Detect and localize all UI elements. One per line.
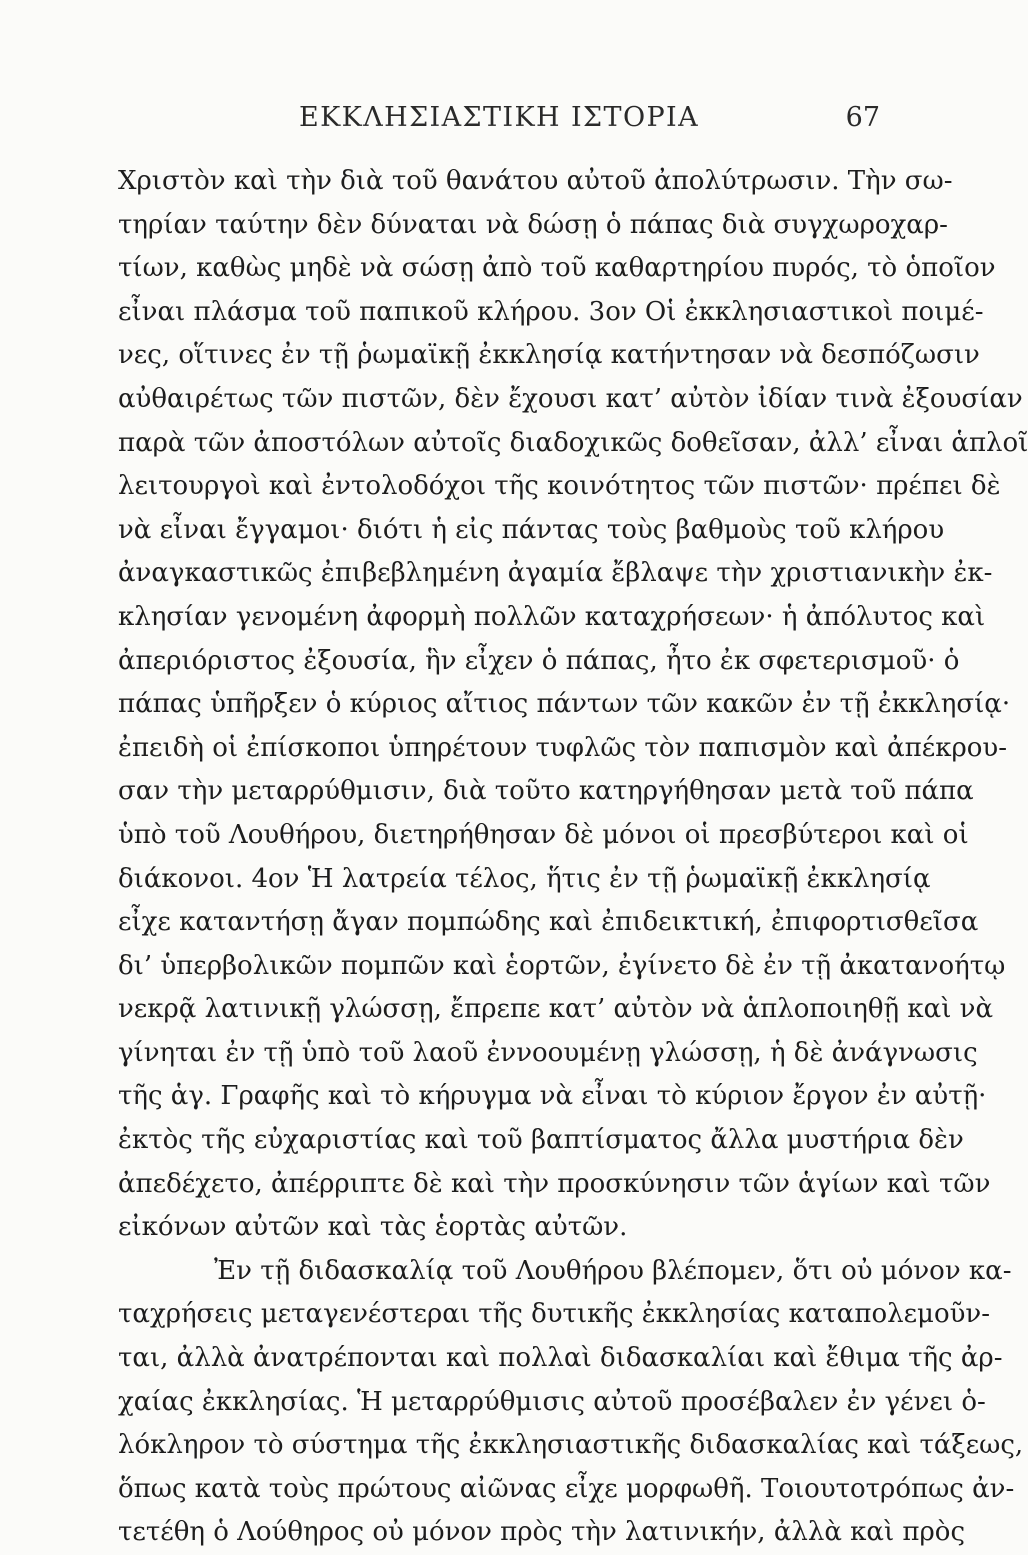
text-line: εἶχε καταντήσῃ ἄγαν πομπώδης καὶ ἐπιδεικτική, ἐπιφορτισθεῖσα bbox=[118, 907, 979, 938]
text-line: δι’ ὑπερβολικῶν πομπῶν καὶ ἑορτῶν, ἐγίνετο δὲ ἐν τῇ ἀκατανοήτῳ bbox=[118, 950, 1006, 981]
text-line: νες, οἵτινες ἐν τῇ ῥωμαϊκῇ ἐκκλησίᾳ κατήντησαν νὰ δεσπόζωσιν bbox=[118, 340, 980, 371]
text-line: ὑπὸ τοῦ Λουθήρου, διετηρήθησαν δὲ μόνοι οἱ πρεσβύτεροι καὶ οἱ bbox=[118, 819, 969, 850]
text-line: λειτουργοὶ καὶ ἐντολοδόχοι τῆς κοινότητος τῶν πιστῶν· πρέπει δὲ bbox=[118, 471, 1001, 502]
text-line: παρὰ τῶν ἀποστόλων αὐτοῖς διαδοχικῶς δοθεῖσαν, ἀλλ’ εἶναι ἁπλοῖ bbox=[118, 427, 1028, 458]
page-number: 67 bbox=[845, 102, 880, 133]
text-line: νὰ εἶναι ἔγγαμοι· διότι ἡ εἰς πάντας τοὺς βαθμοὺς τοῦ κλήρου bbox=[118, 514, 945, 545]
text-line: Ἐν τῇ διδασκαλίᾳ τοῦ Λουθήρου βλέπομεν, ὅτι οὐ μόνον κα- bbox=[214, 1255, 1012, 1286]
text-line: Χριστὸν καὶ τὴν διὰ τοῦ θανάτου αὐτοῦ ἀπολύτρωσιν. Τὴν σω- bbox=[118, 166, 953, 196]
text-line: ὅπως κατὰ τοὺς πρώτους αἰῶνας εἶχε μορφωθῆ. Τοιουτοτρόπως ἀν- bbox=[118, 1473, 1015, 1504]
text-line: διάκονοι. 4ον Ἡ λατρεία τέλος, ἥτις ἐν τῇ ῥωμαϊκῇ ἐκκλησίᾳ bbox=[118, 863, 931, 894]
body-text bbox=[118, 160, 1028, 1555]
text-line: αὐθαιρέτως τῶν πιστῶν, δὲν ἔχουσι κατ’ αὐτὸν ἰδίαν τινὰ ἐξουσίαν bbox=[118, 383, 1023, 414]
text-line: εἶναι πλάσμα τοῦ παπικοῦ κλήρου. 3ον Οἱ ἐκκλησιαστικοὶ ποιμέ- bbox=[118, 296, 984, 327]
text-line: νεκρᾷ λατινικῇ γλώσσῃ, ἔπρεπε κατ’ αὐτὸν νὰ ἁπλοποιηθῇ καὶ νὰ bbox=[118, 994, 994, 1025]
text-line: σαν τὴν μεταρρύθμισιν, διὰ τοῦτο κατηργήθησαν μετὰ τοῦ πάπα bbox=[118, 776, 974, 807]
text-line: ἀπεριόριστος ἐξουσία, ἣν εἶχεν ὁ πάπας, ἦτο ἐκ σφετερισμοῦ· ὁ bbox=[118, 645, 960, 676]
text-line: τῆς ἁγ. Γραφῆς καὶ τὸ κήρυγμα νὰ εἶναι τὸ κύριον ἔργον ἐν αὐτῇ· bbox=[118, 1081, 987, 1112]
text-line: ἐπειδὴ οἱ ἐπίσκοποι ὑπηρέτουν τυφλῶς τὸν παπισμὸν καὶ ἀπέκρου- bbox=[118, 732, 1008, 763]
text-line: ἀπεδέχετο, ἀπέρριπτε δὲ καὶ τὴν προσκύνησιν τῶν ἁγίων καὶ τῶν bbox=[118, 1168, 991, 1199]
text-line: εἰκόνων αὐτῶν καὶ τὰς ἑορτὰς αὐτῶν. bbox=[118, 1212, 628, 1243]
text-line: ται, ἀλλὰ ἀνατρέπονται καὶ πολλαὶ διδασκαλίαι καὶ ἔθιμα τῆς ἀρ- bbox=[118, 1343, 1003, 1374]
text-line: χαίας ἐκκλησίας. Ἡ μεταρρύθμισις αὐτοῦ προσέβαλεν ἐν γένει ὁ- bbox=[118, 1386, 986, 1417]
text-line: γίνηται ἐν τῇ ὑπὸ τοῦ λαοῦ ἐννοουμένῃ γλώσσῃ, ἡ δὲ ἀνάγνωσις bbox=[118, 1037, 978, 1068]
text-line: κλησίαν γενομένη ἀφορμὴ πολλῶν καταχρήσεων· ἡ ἀπόλυτος καὶ bbox=[118, 601, 986, 632]
running-head bbox=[118, 102, 880, 142]
text-line: ἀναγκαστικῶς ἐπιβεβλημένη ἀγαμία ἔβλαψε τὴν χριστιανικὴν ἐκ- bbox=[118, 558, 993, 589]
text-line: τετέθη ὁ Λούθηρος οὐ μόνον πρὸς τὴν λατινικήν, ἀλλὰ καὶ πρὸς bbox=[118, 1517, 966, 1548]
text-line: ταχρήσεις μεταγενέστεραι τῆς δυτικῆς ἐκκλησίας καταπολεμοῦν- bbox=[118, 1299, 990, 1330]
text-line: ἐκτὸς τῆς εὐχαριστίας καὶ τοῦ βαπτίσματος ἄλλα μυστήρια δὲν bbox=[118, 1125, 964, 1156]
running-title: ΕΚΚΛΗΣΙΑΣΤΙΚΗ ΙΣΤΟΡΙΑ bbox=[298, 102, 700, 133]
text-line: λόκληρον τὸ σύστημα τῆς ἐκκλησιαστικῆς διδασκαλίας καὶ τάξεως, bbox=[118, 1430, 1024, 1461]
text-line: τίων, καθὼς μηδὲ νὰ σώσῃ ἀπὸ τοῦ καθαρτηρίου πυρός, τὸ ὁποῖον bbox=[118, 253, 996, 284]
text-line: τηρίαν ταύτην δὲν δύναται νὰ δώσῃ ὁ πάπας διὰ συγχωροχαρ- bbox=[118, 209, 948, 240]
text-line: πάπας ὑπῆρξεν ὁ κύριος αἴτιος πάντων τῶν κακῶν ἐν τῇ ἐκκλησίᾳ· bbox=[118, 689, 1011, 720]
